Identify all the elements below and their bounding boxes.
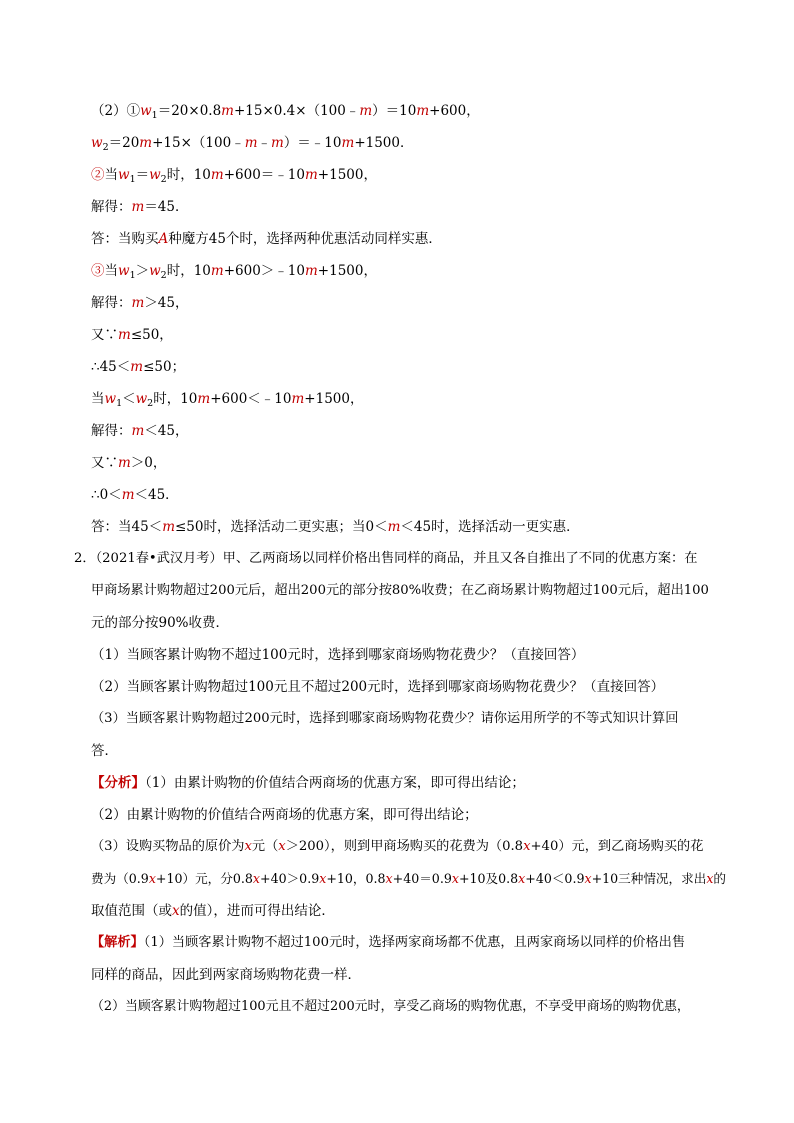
text: 种魔方45个时，选择两种优惠活动同样实惠． xyxy=(168,231,442,247)
text: ＜ xyxy=(122,391,136,407)
var: w xyxy=(118,167,130,183)
case-equal xyxy=(91,165,377,190)
var: m xyxy=(197,391,211,407)
text: ≤50， xyxy=(130,327,173,343)
text: ）＝10 xyxy=(372,103,417,119)
var: w xyxy=(140,103,152,119)
subquestion-3: （3）当顾客累计购物超过200元时，选择到哪家商场购物花费少？请你运用所学的不等式知识计算回 xyxy=(91,711,679,726)
text: 的值），进而可得出结论． xyxy=(179,903,335,919)
var: m xyxy=(387,519,401,535)
analysis-line-5 xyxy=(91,901,335,921)
subquestion-2: （2）当顾客累计购物超过100元且不超过200元时，选择到哪家商场购物花费少？（直接回答） xyxy=(91,679,665,695)
text: ≤50时，选择活动二更实惠；当0＜ xyxy=(175,519,388,535)
var: x xyxy=(244,839,252,854)
range-lower xyxy=(91,485,179,505)
var: m xyxy=(210,167,224,183)
var: m xyxy=(139,135,153,151)
var: m xyxy=(221,103,234,119)
text: +15×（100﹣ xyxy=(152,135,245,151)
question-2-line-1: 2．（2021春•武汉月考）甲、乙两商场以同样价格出售同样的商品，并且又各自推出了不同的优惠方案：在 xyxy=(74,551,698,566)
text: +10三种情况，求出 xyxy=(591,871,707,886)
text: ＞ xyxy=(135,263,150,279)
text: ﹣ xyxy=(257,135,271,151)
text: （1）由累计购物的价值结合两商场的优惠方案，即可得出结论； xyxy=(145,775,525,791)
text: ＜45， xyxy=(144,423,189,439)
subscript: 1 xyxy=(129,174,136,185)
constraint-lower xyxy=(91,453,166,473)
var: x xyxy=(518,871,526,886)
subquestion-1: （1）当顾客累计购物不超过100元时，选择到哪家商场购物花费少？（直接回答） xyxy=(91,647,585,663)
text: 当 xyxy=(91,391,105,407)
text: ≤50； xyxy=(143,359,186,375)
text: +600＞﹣10 xyxy=(223,263,305,279)
text: （3）设购买物品的原价为 xyxy=(91,839,245,854)
text: ）＝﹣10 xyxy=(283,135,342,151)
text: +10及0.8 xyxy=(458,871,519,886)
var: A xyxy=(158,231,169,247)
text: ＝45． xyxy=(144,199,189,215)
var: m xyxy=(304,167,318,183)
equation-w2 xyxy=(91,133,413,158)
question-2-line-2: 甲商场累计购物超过200元后，超出200元的部分按80%收费；在乙商场累计购物超过100元后，超出100 xyxy=(91,583,709,598)
solution-tag: 【解析】 xyxy=(91,935,144,950)
text: +10）元，分0.8 xyxy=(155,871,253,886)
text: ＝ xyxy=(135,167,150,183)
text: 解得： xyxy=(91,423,132,439)
final-answer xyxy=(91,517,580,537)
var: w xyxy=(118,263,130,279)
subscript: 1 xyxy=(116,398,123,409)
text: （2）① xyxy=(91,103,141,119)
var: x xyxy=(148,871,156,886)
var: m xyxy=(131,295,145,311)
text: +600， xyxy=(429,103,480,119)
subscript: 1 xyxy=(129,270,136,281)
var: m xyxy=(271,135,284,151)
text: +600＝﹣10 xyxy=(223,167,305,183)
equation-w1 xyxy=(91,101,480,126)
text: ＞200），则到甲商场购买的花费为（0.8 xyxy=(285,839,524,854)
text: +10，0.8 xyxy=(326,871,386,886)
var: w xyxy=(135,391,148,407)
subscript: 2 xyxy=(147,398,154,409)
text: ＝20×0.8 xyxy=(157,103,222,119)
analysis-line-1 xyxy=(91,773,525,793)
text: ∴0＜ xyxy=(91,487,122,503)
case-less xyxy=(91,389,363,414)
text: +40＜0.9 xyxy=(525,871,585,886)
solve-equal xyxy=(91,197,189,217)
var: x xyxy=(278,839,286,854)
solve-greater xyxy=(91,293,189,313)
text: 答：当购买 xyxy=(91,231,159,247)
var: x xyxy=(172,903,180,919)
text: 答：当45＜ xyxy=(91,519,163,535)
var: x xyxy=(706,871,714,886)
text: +1500， xyxy=(317,167,377,183)
var: m xyxy=(291,391,305,407)
analysis-line-4 xyxy=(91,869,726,889)
var: m xyxy=(118,327,131,343)
var: x xyxy=(451,871,459,886)
var: x xyxy=(319,871,327,886)
solution-line-1 xyxy=(91,933,685,953)
text: （1）当顾客累计购物不超过100元时，选择两家商场都不优惠，且两家商场以同样的价格出售 xyxy=(143,935,686,950)
analysis-line-2: （2）由累计购物的价值结合两商场的优惠方案，即可得出结论； xyxy=(91,807,478,823)
text: +40＝0.9 xyxy=(392,871,452,886)
text: 取值范围（或 xyxy=(91,903,172,919)
text: 时，10 xyxy=(166,263,211,279)
text: +40）元，到乙商场购买的花 xyxy=(530,839,704,854)
text: 时，10 xyxy=(166,167,211,183)
var: m xyxy=(162,519,175,535)
text: +1500， xyxy=(304,391,364,407)
text: 元（ xyxy=(251,839,279,854)
circled-number: ③ xyxy=(91,263,105,279)
text: ＞0， xyxy=(130,455,167,471)
text: ∴45＜ xyxy=(91,359,131,375)
var: m xyxy=(416,103,430,119)
text: 费为（0.9 xyxy=(91,871,149,886)
var: m xyxy=(210,263,224,279)
subquestion-3-cont: 答． xyxy=(91,743,118,759)
var: m xyxy=(359,103,373,119)
text: 又∵ xyxy=(91,455,118,471)
text: +40＞0.9 xyxy=(260,871,320,886)
case-greater xyxy=(91,261,377,286)
text: 又∵ xyxy=(91,327,118,343)
var: m xyxy=(121,487,135,503)
solve-less xyxy=(91,421,189,441)
range-upper xyxy=(91,357,185,377)
var: x xyxy=(385,871,393,886)
var: m xyxy=(341,135,355,151)
var: w xyxy=(149,263,161,279)
solution-line-2: 同样的商品，因此到两家商场购物花费一样． xyxy=(91,967,361,983)
var: m xyxy=(131,199,145,215)
analysis-line-3 xyxy=(91,837,703,857)
text: ＜45． xyxy=(134,487,179,503)
text: 当 xyxy=(104,167,118,183)
text: ＝20 xyxy=(108,135,140,151)
var: w xyxy=(104,391,117,407)
var: m xyxy=(118,455,131,471)
constraint-upper xyxy=(91,325,173,345)
var: m xyxy=(131,423,145,439)
subscript: 2 xyxy=(102,142,109,153)
subscript: 2 xyxy=(160,270,167,281)
text: 当 xyxy=(104,263,118,279)
subscript: 1 xyxy=(151,110,158,121)
text: +15×0.4×（100﹣ xyxy=(233,103,360,119)
text: 时，10 xyxy=(153,391,198,407)
text: +1500， xyxy=(317,263,377,279)
solution-line-3: （2）当顾客累计购物超过100元且不超过200元时，享受乙商场的购物优惠，不享受甲商场的购物优惠， xyxy=(91,999,690,1014)
var: m xyxy=(130,359,144,375)
var: w xyxy=(91,135,103,151)
var: m xyxy=(304,263,318,279)
subscript: 2 xyxy=(160,174,167,185)
text: 解得： xyxy=(91,199,132,215)
text: ＞45， xyxy=(144,295,189,311)
var: m xyxy=(244,135,258,151)
var: x xyxy=(252,871,261,886)
analysis-tag: 【分析】 xyxy=(91,775,145,791)
text: ＜45时，选择活动一更实惠． xyxy=(400,519,580,535)
var: x xyxy=(584,871,592,886)
text: +600＜﹣10 xyxy=(210,391,292,407)
answer-equal xyxy=(91,229,442,249)
circled-number: ② xyxy=(91,167,105,183)
question-2-line-3: 元的部分按90%收费． xyxy=(91,615,230,631)
var: x xyxy=(523,839,531,854)
text: +1500． xyxy=(354,135,414,151)
text: 解得： xyxy=(91,295,132,311)
var: w xyxy=(149,167,161,183)
text: 的 xyxy=(713,871,727,886)
